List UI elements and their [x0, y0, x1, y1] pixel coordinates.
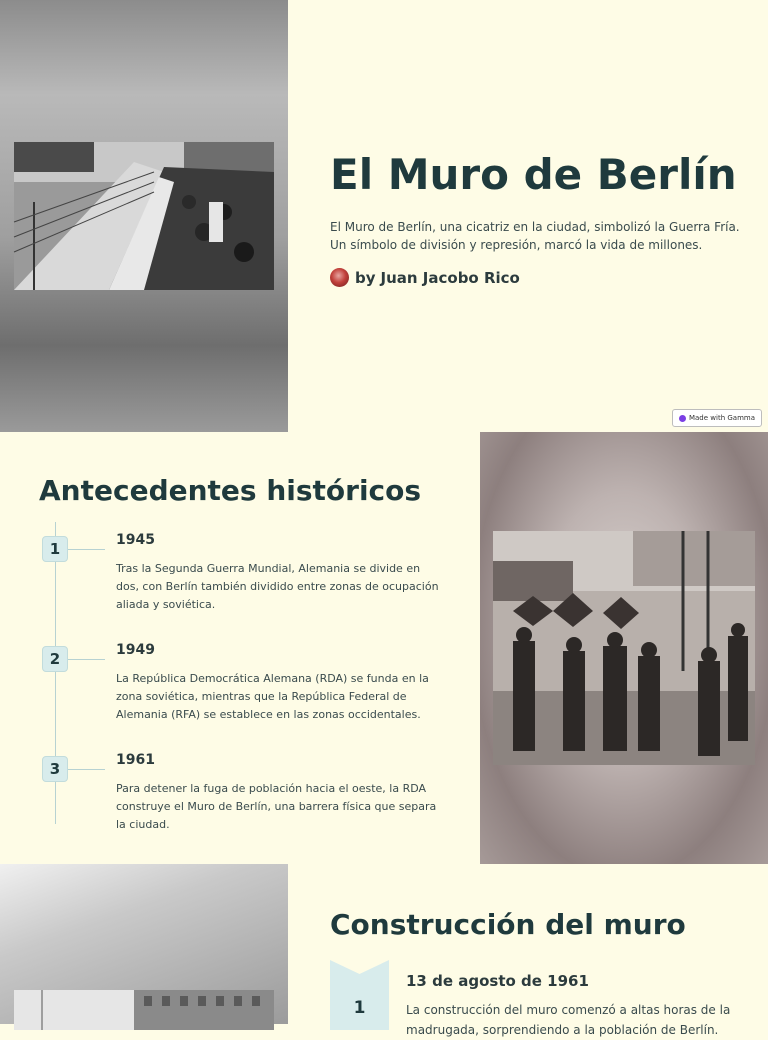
hero-section [0, 0, 768, 432]
badge-label: Made with Gamma [688, 414, 755, 422]
antecedentes-section [0, 432, 768, 864]
step-text: La construcción del muro comenzó a altas horas de la madrugada, sorprendiendo a la población de Berlín. [406, 1003, 731, 1037]
step-chevron [330, 960, 389, 1030]
timeline-year: 1945 [116, 532, 155, 548]
timeline-connector [68, 549, 105, 550]
author-prefix: by [355, 268, 376, 287]
timeline-number-badge: 2 [42, 646, 68, 672]
timeline-connector [68, 769, 105, 770]
page-title: El Muro de Berlín [330, 150, 737, 199]
timeline-text: La República Democrática Alemana (RDA) se funda en la zona soviética, mientras que la República Federal de Alemania (RFA) se establece en las zonas occidentales. [116, 672, 429, 721]
section-heading-antecedentes: Antecedentes históricos [39, 474, 422, 507]
timeline-text: Para detener la fuga de población hacia el oeste, la RDA construye el Muro de Berlín, una barrera física que separa la ciudad. [116, 782, 437, 831]
intro-paragraph: El Muro de Berlín, una cicatriz en la ciudad, simbolizó la Guerra Fría. Un símbolo de división y represión, marcó la vida de millones. [330, 220, 740, 252]
gamma-logo-icon [679, 415, 686, 422]
step-title: 13 de agosto de 1961 [406, 972, 589, 990]
timeline-connector [68, 659, 105, 660]
antecedentes-image-panel [480, 432, 768, 864]
section-heading-construccion: Construcción del muro [330, 908, 686, 941]
construction-photo [14, 990, 274, 1030]
timeline-text: Tras la Segunda Guerra Mundial, Alemania se divide en dos, con Berlín también dividido entre zonas de ocupación aliada y soviética. [116, 562, 439, 611]
soldiers-photo [493, 531, 755, 765]
construccion-section [0, 864, 768, 1037]
hero-image-panel [0, 0, 288, 432]
author-byline [330, 268, 520, 287]
timeline-year: 1949 [116, 642, 155, 658]
avatar [330, 268, 349, 287]
made-with-gamma-badge[interactable] [672, 409, 762, 427]
hero-photo-crowd-at-wall [14, 142, 274, 290]
step-number: 1 [353, 998, 366, 1018]
timeline-number-badge: 3 [42, 756, 68, 782]
timeline-number-badge: 1 [42, 536, 68, 562]
construccion-image-panel [0, 864, 288, 1024]
timeline-year: 1961 [116, 752, 155, 768]
author-name[interactable]: Juan Jacobo Rico [380, 268, 520, 287]
